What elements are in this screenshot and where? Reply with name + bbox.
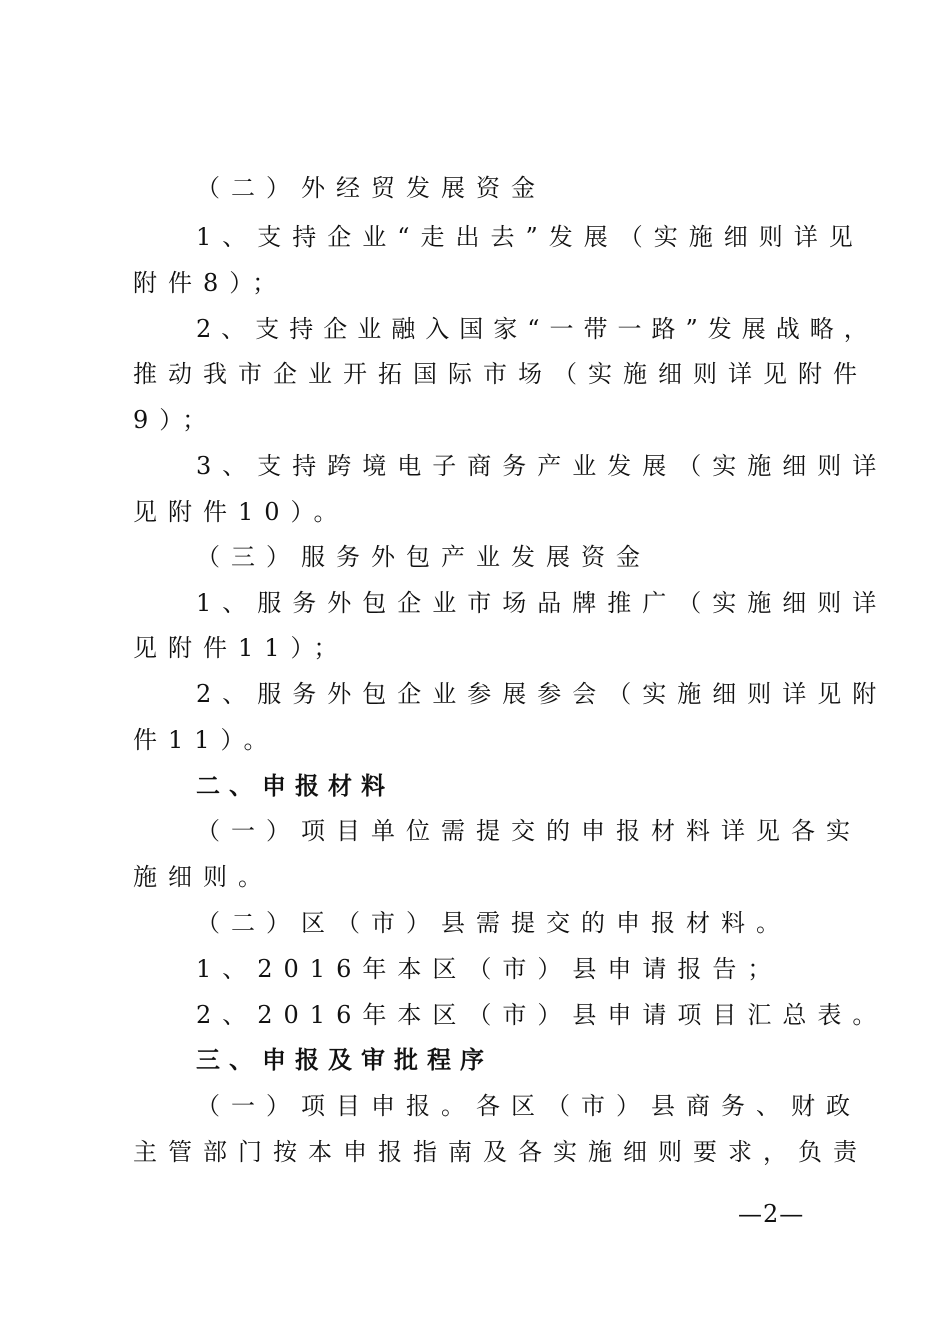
paragraph-line: （一）项目申报。各区（市）县商务、财政	[196, 1092, 861, 1120]
section-heading-approval-procedure: 三、申报及审批程序	[196, 1046, 493, 1074]
paragraph-line: 见附件10）。	[133, 498, 349, 526]
paragraph-line: 1、支持企业“走出去”发展（实施细则详见	[196, 223, 864, 251]
paragraph-line: （一）项目单位需提交的申报材料详见各实	[196, 817, 861, 845]
paragraph-line: 2、2016年本区（市）县申请项目汇总表。	[196, 1001, 888, 1029]
paragraph-line: 2、支持企业融入国家“一带一路”发展战略，	[196, 315, 878, 343]
paragraph-line: 见附件11）；	[133, 634, 349, 662]
paragraph-line: 推动我市企业开拓国际市场（实施细则详见附件	[133, 360, 868, 388]
subheading-service-outsourcing-fund: （三）服务外包产业发展资金	[196, 543, 651, 571]
paragraph-line: 件11）。	[133, 726, 279, 754]
section-heading-application-materials: 二、申报材料	[196, 772, 394, 800]
paragraph-line: 主管部门按本申报指南及各实施细则要求，负责	[133, 1138, 868, 1166]
page-number: —2—	[738, 1200, 805, 1228]
paragraph-line: 施细则。	[133, 863, 273, 891]
paragraph-line: 9）；	[133, 406, 218, 434]
paragraph-line: 附件8）；	[133, 269, 288, 297]
paragraph-line: 1、2016年本区（市）县申请报告；	[196, 955, 783, 983]
subheading-foreign-trade-fund: （二）外经贸发展资金	[196, 174, 546, 202]
paragraph-line: 1、服务外包企业市场品牌推广（实施细则详	[196, 589, 888, 617]
paragraph-line: 3、支持跨境电子商务产业发展（实施细则详	[196, 452, 888, 480]
paragraph-line: 2、服务外包企业参展参会（实施细则详见附	[196, 680, 888, 708]
paragraph-line: （二）区（市）县需提交的申报材料。	[196, 909, 791, 937]
